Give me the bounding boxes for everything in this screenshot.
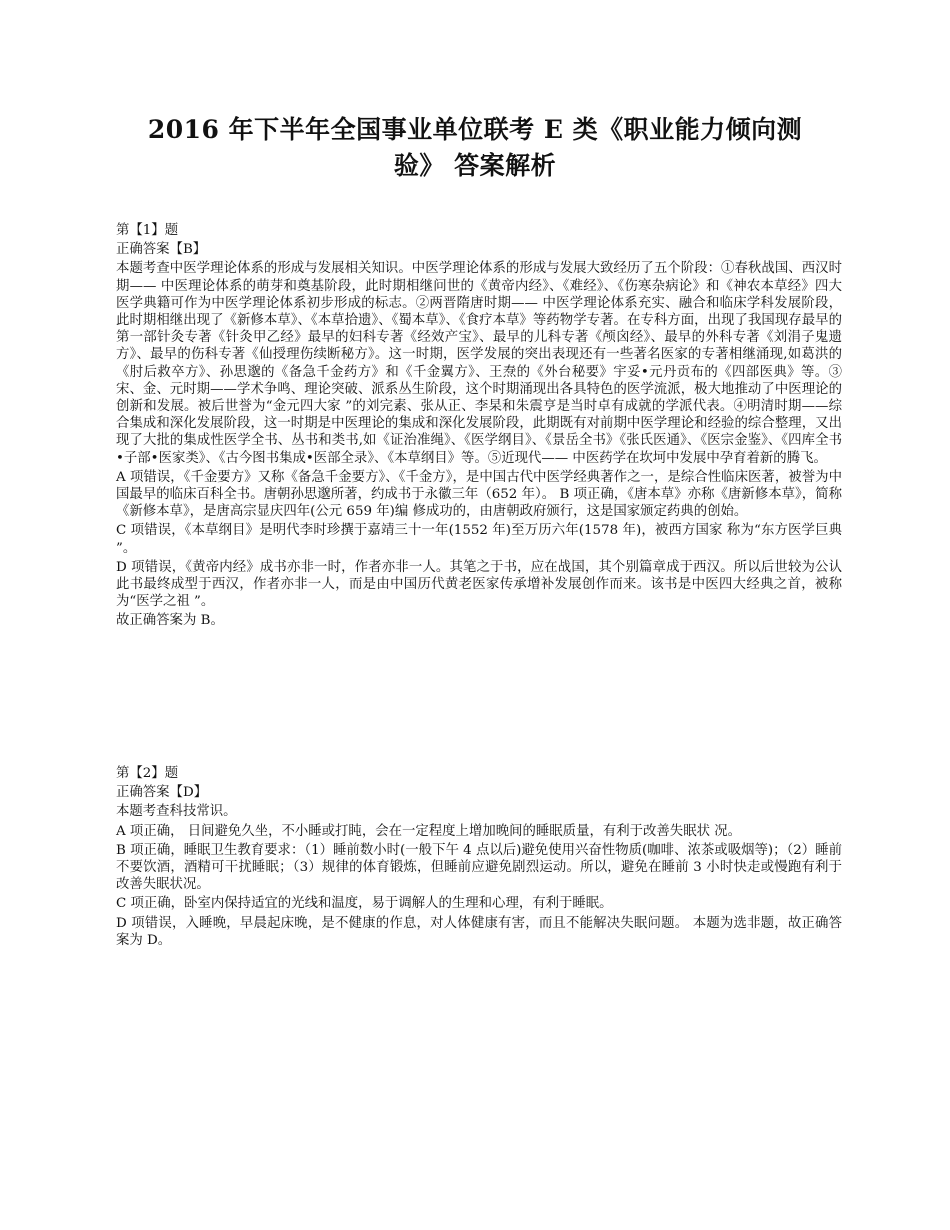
option-c-analysis: C 项正确，卧室内保持适宜的光线和温度，易于调解人的生理和心理，有利于睡眠。	[116, 896, 613, 912]
document-title	[100, 112, 850, 184]
correct-answer: 正确答案【B】	[116, 242, 207, 258]
option-d-analysis: D 项错误，《黄帝内经》成书亦非一时，作者亦非一人。其笔之于书，应在战国，其个别篇章成于西汉。所以后世较为公认此书最终成型于西汉，作者亦非一人，而是由中国历代黄老医家传承增补发展创作而来。该书是中医四大经典之首，被称为“医学之祖 ”。	[116, 559, 842, 610]
question-1-section	[116, 222, 842, 632]
explanation-paragraph: 本题考查中医学理论体系的形成与发展相关知识。中医学理论体系的形成与发展大致经历了五个阶段：①春秋战国、西汉时期—— 中医理论体系的萌芽和奠基阶段，此时期相继问世的《黄帝内经》、《难经》、《伤寒杂病论》和《神农本草经》四大医学典籍可作为中医学理论体系初步形成的标志。②两晋隋唐时期—— 中医学理论体系充实、融合和临床学科发展阶段，此时期相继出现了《新修本草》、《本草拾遗》、《蜀本草》、《食疗本草》等药物学专著。在专科方面，出现了我国现存最早的第一部针灸专著《针灸甲乙经》最早的妇科专著《经效产宝》、最早的儿科专著《颅囟经》、最早的外科专著《刘涓子鬼遗方》、最早的伤科专著《仙授理伤续断秘方》。这一时期，医学发展的突出表现还有一些著名医家的专著相继涌现,如葛洪的《肘后救卒方》、孙思邈的《备急千金药方》和《千金翼方》、王焘的《外台秘要》宇妥•元丹贡布的《四部医典》等。③宋、金、元时期——学术争鸣、理论突破、派系丛生阶段，这个时期涌现出各具特色的医学流派，极大地推动了中医理论的创新和发展。被后世誉为“金元四大家 ”的刘完素、张从正、李杲和朱震亨是当时卓有成就的学派代表。④明清时期——综合集成和深化发展阶段，这一时期是中医理论的集成和深化发展阶段，此期既有对前期中医学理论和经验的综合整理，又出现了大批的集成性医学全书、丛书和类书,如《证治准绳》、《医学纲目》、《景岳全书》《张氏医通》、《医宗金鉴》、《四库全书•子部•医家类》、《古今图书集成•医部全录》、《本草纲目》等。⑤近现代—— 中医药学在坎坷中发展中孕育着新的腾飞。	[116, 261, 842, 466]
option-c-analysis: C 项错误，《本草纲目》是明代李时珍撰于嘉靖三十一年(1552 年)至万历六年(1578 年)，被西方国家 称为“东方医学巨典 ”。	[116, 523, 842, 556]
title-line-2: 验》 答案解析	[393, 151, 557, 180]
question-heading: 第【2】题	[116, 766, 179, 781]
question-heading: 第【1】题	[116, 223, 179, 238]
option-a-analysis: A 项正确， 日间避免久坐，不小睡或打盹，会在一定程度上增加晚间的睡眠质量，有利于改善失眠状 况。	[116, 823, 742, 839]
conclusion: 故正确答案为 B。	[116, 613, 224, 629]
option-a-analysis: A 项错误，《千金要方》又称《备急千金要方》、《千金方》，是中国古代中医学经典著作之一，是综合性临床医著，被誉为中国最早的临床百科全书。唐朝孙思邈所著，约成书于永徽三年（652 年）。 B 项正确，《唐本草》亦称《唐新修本草》，简称《新修本草》，是唐高宗显庆四年(公元 659 年)编 修成功的，由唐朝政府颁行，这是国家颁定药典的创始。	[116, 469, 842, 520]
correct-answer: 正确答案【D】	[116, 785, 208, 801]
option-d-analysis: D 项错误，入睡晚，早晨起床晚，是不健康的作息，对人体健康有害，而且不能解决失眠问题。 本题为选非题，故正确答案为 D。	[116, 915, 842, 948]
option-b-analysis: B 项正确，睡眠卫生教育要求：（1）睡前数小时(一般下午 4 点以后)避免使用兴奋性物质(咖啡、浓茶或吸烟等)；（2）睡前不要饮酒，酒精可干扰睡眠；（3）规律的体育锻炼，但睡前应避免剧烈运动。所以，避免在睡前 3 小时快走或慢跑有利于改善失眠状况。	[116, 842, 842, 893]
title-line-1: 2016 年下半年全国事业单位联考 E 类《职业能力倾向测	[147, 115, 803, 144]
question-2-section	[116, 765, 842, 951]
explanation-paragraph: 本题考查科技常识。	[116, 804, 237, 820]
